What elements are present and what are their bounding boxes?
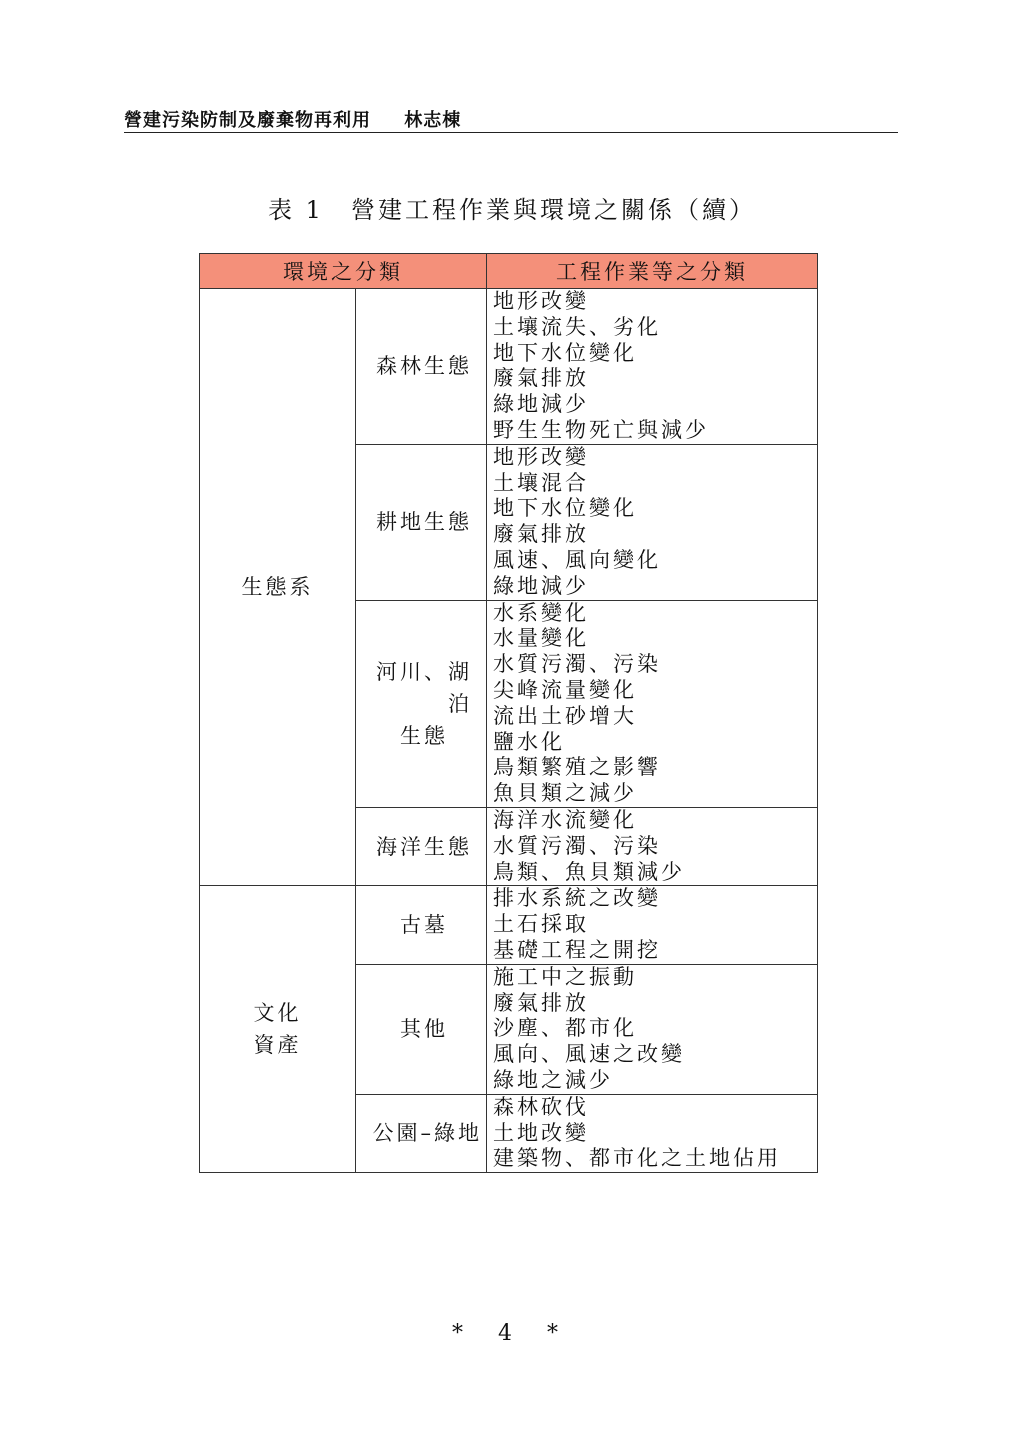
list-item: 鹽水化 — [493, 729, 565, 754]
category-culture-line2: 資產 — [253, 1033, 302, 1058]
subcategory-other — [356, 964, 487, 1094]
list-item: 綠地減少 — [493, 392, 589, 417]
subcategory-river-line1: 河川、湖泊 — [376, 659, 472, 716]
subcategory-river-lake — [356, 600, 487, 807]
items-tombs — [487, 886, 818, 964]
environment-operations-table — [199, 253, 818, 1173]
list-item: 水質污濁、污染 — [493, 833, 661, 858]
subcategory-park: 公園–綠地 — [356, 1094, 487, 1172]
subcategory-forest: 森林生態 — [356, 289, 487, 445]
items-other — [487, 964, 818, 1094]
subcategory-tombs-label: 古墓 — [400, 913, 448, 938]
list-item: 森林砍伐 — [493, 1094, 589, 1119]
items-park — [487, 1094, 818, 1172]
column-header-environment: 環境之分類 — [200, 254, 487, 289]
list-item: 野生生物死亡與減少 — [493, 417, 709, 442]
list-item: 水量變化 — [493, 626, 589, 651]
list-item: 土壤流失、劣化 — [493, 314, 661, 339]
list-item: 廢氣排放 — [493, 990, 589, 1015]
list-item: 風向、風速之改變 — [493, 1042, 685, 1067]
list-item: 鳥類、魚貝類減少 — [493, 859, 685, 884]
list-item: 沙塵、都市化 — [493, 1016, 637, 1041]
list-item: 土壤混合 — [493, 470, 589, 495]
category-ecology: 生態系 — [200, 289, 356, 886]
list-item: 風速、風向變化 — [493, 547, 661, 572]
subcategory-river-line2: 生態 — [400, 723, 448, 748]
subcategory-farmland: 耕地生態 — [356, 444, 487, 600]
table-row — [200, 886, 818, 964]
list-item: 土石採取 — [493, 912, 589, 937]
list-item: 排水系統之改變 — [493, 886, 661, 911]
list-item: 魚貝類之減少 — [493, 781, 637, 806]
table-header-row — [200, 254, 818, 289]
list-item: 廢氣排放 — [493, 522, 589, 547]
table-row — [200, 289, 818, 445]
header-title: 營建污染防制及廢棄物再利用 — [124, 110, 371, 131]
items-ocean — [487, 807, 818, 885]
list-item: 鳥類繁殖之影響 — [493, 755, 661, 780]
list-item: 施工中之振動 — [493, 964, 637, 989]
list-item: 流出土砂增大 — [493, 703, 637, 728]
items-forest — [487, 289, 818, 445]
list-item: 建築物、都市化之土地佔用 — [493, 1146, 781, 1171]
list-item: 海洋水流變化 — [493, 807, 637, 832]
list-item: 綠地減少 — [493, 573, 589, 598]
list-item: 地下水位變化 — [493, 496, 637, 521]
list-item: 水質污濁、污染 — [493, 652, 661, 677]
items-river-lake — [487, 600, 818, 807]
header-author: 林志棟 — [404, 110, 462, 131]
subcategory-ocean: 海洋生態 — [356, 807, 487, 885]
list-item: 土地改變 — [493, 1120, 589, 1145]
items-farmland — [487, 444, 818, 600]
list-item: 水系變化 — [493, 600, 589, 625]
list-item: 綠地之減少 — [493, 1067, 613, 1092]
list-item: 地形改變 — [493, 444, 589, 469]
running-header — [124, 106, 461, 132]
page-number: * 4 * — [452, 1321, 572, 1346]
list-item: 尖峰流量變化 — [493, 677, 637, 702]
subcategory-tombs — [356, 886, 487, 964]
list-item: 廢氣排放 — [493, 366, 589, 391]
list-item: 基礎工程之開挖 — [493, 937, 661, 962]
category-culture — [200, 886, 356, 1173]
header-rule — [124, 132, 898, 133]
list-item: 地下水位變化 — [493, 340, 637, 365]
list-item: 地形改變 — [493, 289, 589, 313]
table-title: 表 1 營建工程作業與環境之關係（續） — [268, 196, 756, 224]
column-header-operations: 工程作業等之分類 — [487, 254, 818, 289]
category-culture-line1: 文化 — [253, 1001, 302, 1026]
subcategory-other-label: 其他 — [400, 1017, 448, 1042]
